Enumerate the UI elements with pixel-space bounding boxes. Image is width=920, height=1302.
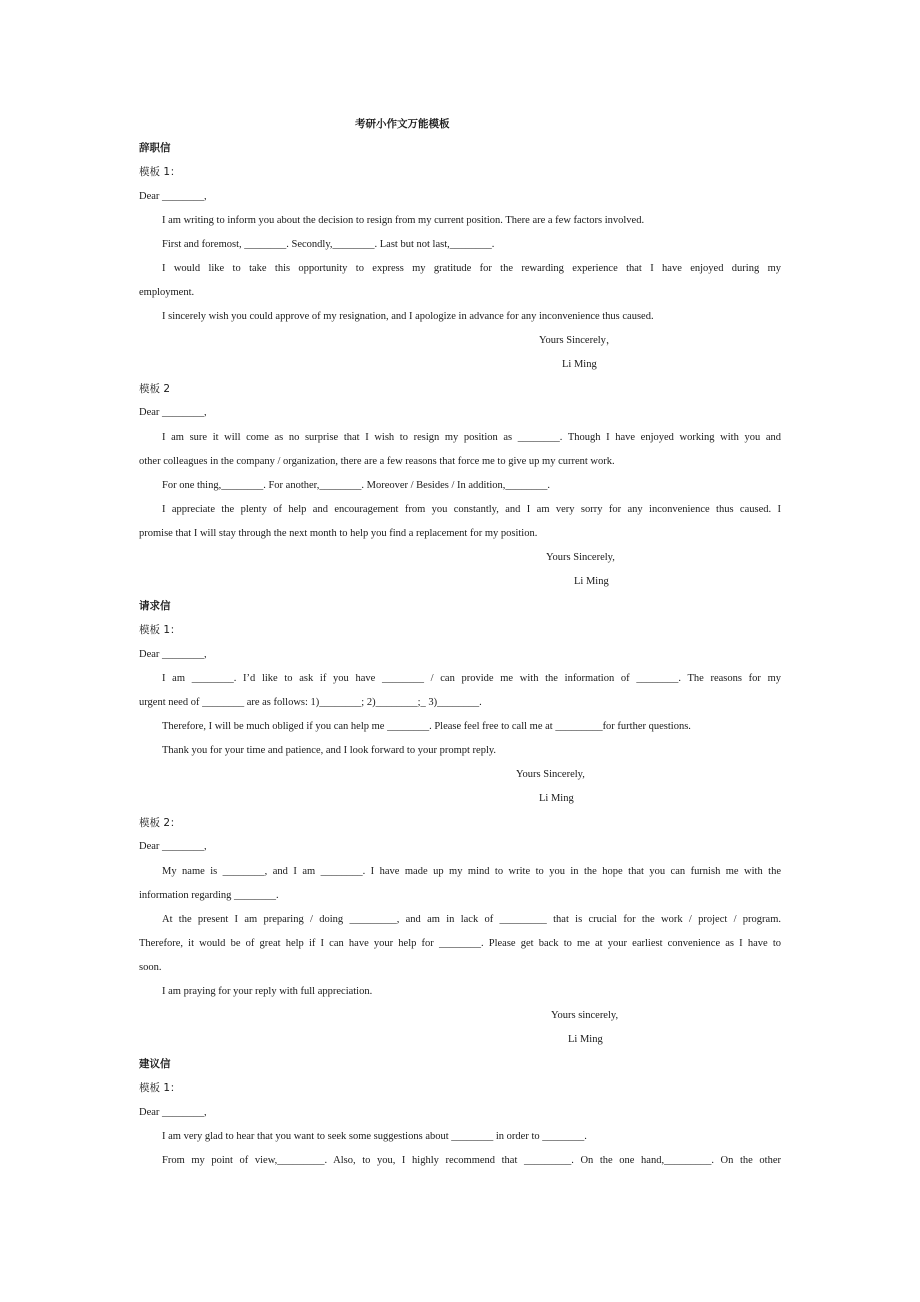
paragraph-continued: promise that I will stay through the next month to help you find a replacement for my position. [139,528,538,539]
paragraph: I sincerely wish you could approve of my resignation, and I apologize in advance for any inconvenience thus caused. [162,311,654,322]
paragraph: At the present I am preparing / doing _________, and am in lack of _________ that is crucial for the work / project / program. [162,914,781,925]
signature-name: Li Ming [574,576,609,587]
paragraph-continued: soon. [139,962,162,973]
paragraph-continued: Therefore, it would be of great help if I can have your help for ________. Please get back to me at your earliest convenience as I have to [139,938,781,949]
paragraph: I am sure it will come as no surprise that I wish to resign my position as ________. Though I have enjoyed working with you and [162,432,781,443]
signature-name: Li Ming [539,793,574,804]
paragraph: I am writing to inform you about the decision to resign from my current position. There are a few factors involved. [162,215,645,226]
template-label: 模板 2： [139,817,181,829]
salutation: Dear ________, [139,407,207,418]
paragraph: From my point of view,_________. Also, to you, I highly recommend that _________. On the one hand,_________. On the other [162,1155,781,1166]
paragraph: For one thing,________. For another,________. Moreover / Besides / In addition,________. [162,480,551,491]
paragraph: I am ________. I’d like to ask if you have ________ / can provide me with the information of ________. The reasons for my [162,673,781,684]
salutation: Dear ________, [139,1107,207,1118]
section-heading-resignation: 辞职信 [139,142,171,154]
signature-name: Li Ming [562,359,597,370]
paragraph: Thank you for your time and patience, and I look forward to your prompt reply. [162,745,497,756]
paragraph: I would like to take this opportunity to express my gratitude for the rewarding experience that I have enjoyed during my [162,263,781,274]
template-label: 模板 1： [139,1082,181,1094]
paragraph-continued: information regarding ________. [139,890,279,901]
template-label: 模板 1： [139,166,181,178]
closing: Yours Sincerely， [539,335,617,346]
salutation: Dear ________, [139,191,207,202]
paragraph-continued: urgent need of ________ are as follows: 1)________; 2)________;_ 3)________. [139,697,482,708]
template-label: 模板 1： [139,624,181,636]
closing: Yours Sincerely, [516,769,585,780]
paragraph: My name is ________, and I am ________. I have made up my mind to write to you in the hope that you can furnish me with the [162,866,781,877]
paragraph-continued: other colleagues in the company / organization, there are a few reasons that force me to give up my current work. [139,456,615,467]
paragraph-continued: employment. [139,287,195,298]
salutation: Dear ________, [139,649,207,660]
paragraph: I am praying for your reply with full appreciation. [162,986,373,997]
document-title: 考研小作文万能模板 [355,118,450,130]
paragraph: I am very glad to hear that you want to seek some suggestions about ________ in order to ________. [162,1131,587,1142]
signature-name: Li Ming [568,1034,603,1045]
closing: Yours sincerely, [551,1010,619,1021]
paragraph: First and foremost, ________. Secondly,________. Last but not last,________. [162,239,495,250]
section-heading-suggestion: 建议信 [139,1058,171,1070]
section-heading-request: 请求信 [139,600,171,612]
paragraph: I appreciate the plenty of help and encouragement from you constantly, and I am very sorry for any inconvenience thus caused. I [162,504,781,515]
template-label: 模板 2 [139,383,171,395]
paragraph: Therefore, I will be much obliged if you can help me ________. Please feel free to call me at _________for further questions. [162,721,691,732]
salutation: Dear ________, [139,841,207,852]
closing: Yours Sincerely, [546,552,615,563]
